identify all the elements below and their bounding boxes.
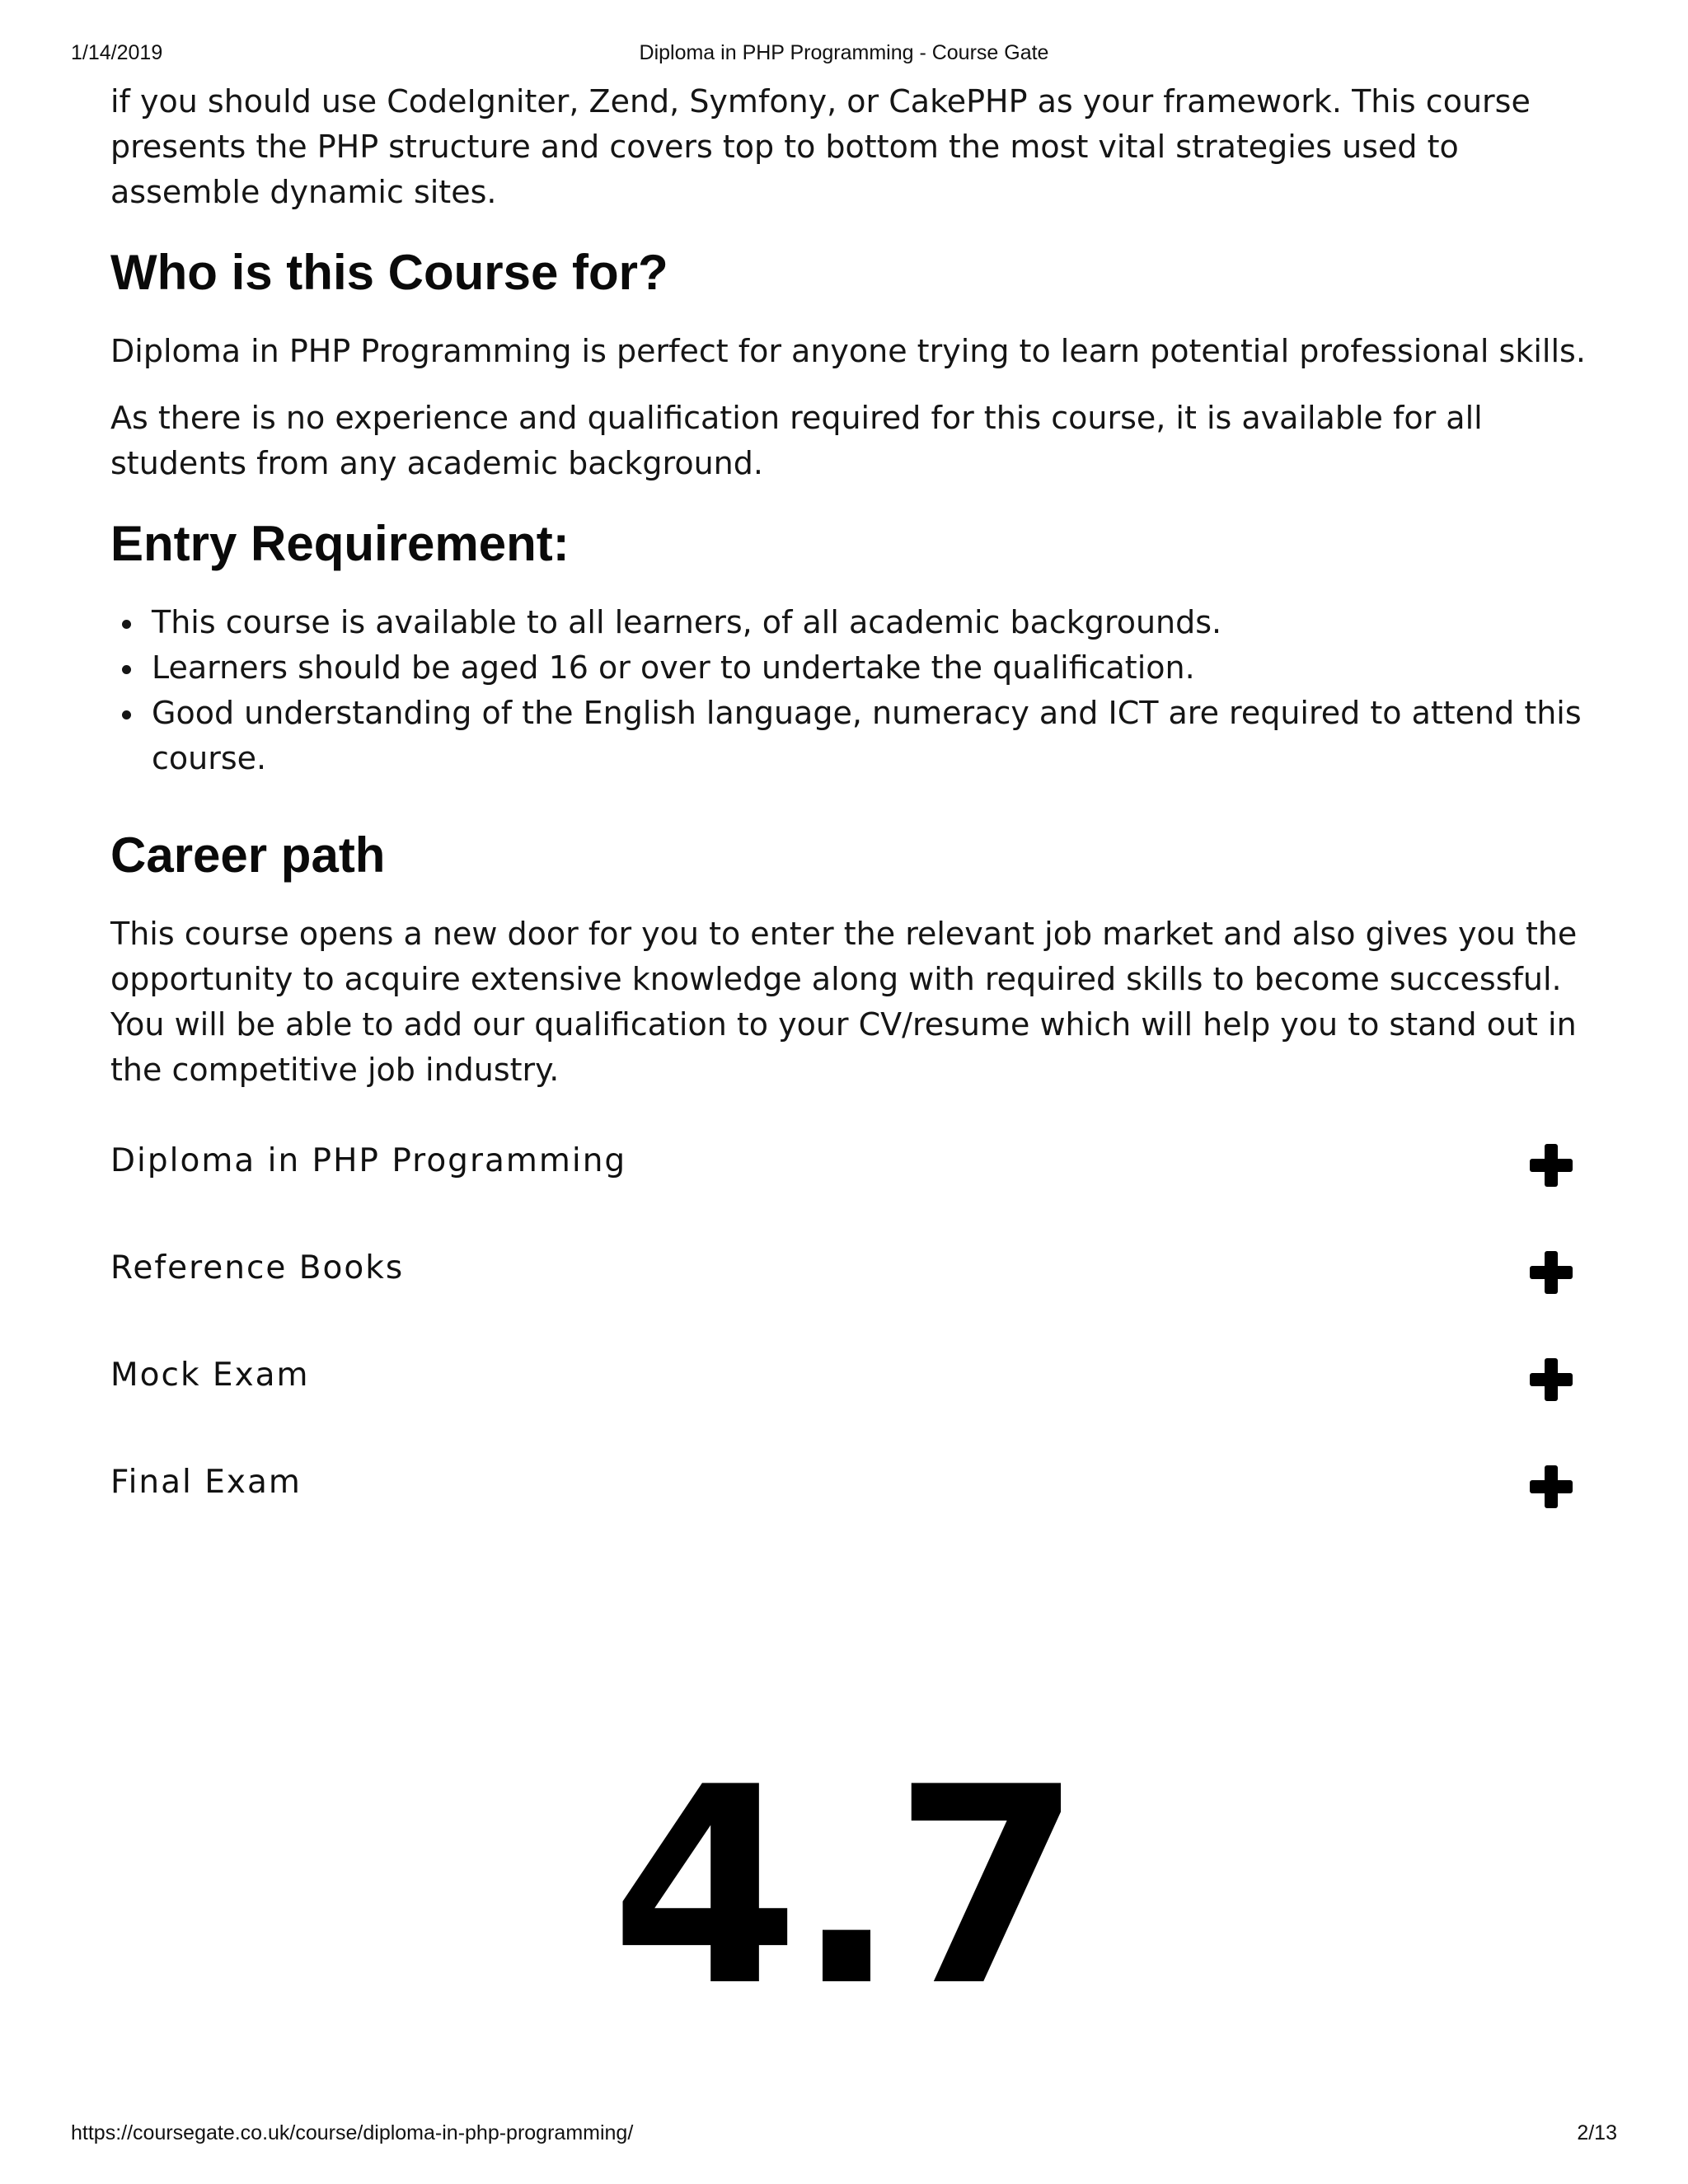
accordion-item-reference-books[interactable] <box>110 1230 1586 1337</box>
who-for-heading: Who is this Course for? <box>110 245 668 300</box>
print-page-title: Diploma in PHP Programming - Course Gate <box>639 41 1049 64</box>
list-item: Learners should be aged 16 or over to undertake the qualification. <box>152 645 1586 691</box>
entry-requirement-heading: Entry Requirement: <box>110 516 570 571</box>
who-for-paragraph-1: Diploma in PHP Programming is perfect for anyone trying to learn potential professional skills. <box>110 333 1586 369</box>
accordion-item-mock-exam[interactable] <box>110 1337 1586 1444</box>
print-header <box>0 41 1688 68</box>
accordion-item-final-exam[interactable] <box>110 1444 1586 1551</box>
print-url: https://coursegate.co.uk/course/diploma-in-php-programming/ <box>71 2121 634 2144</box>
print-page-number: 2/13 <box>1577 2121 1617 2144</box>
course-accordion <box>110 1122 1586 1551</box>
plus-icon[interactable] <box>1530 1465 1573 1508</box>
career-path-heading: Career path <box>110 827 386 883</box>
career-path-paragraph: This course opens a new door for you to enter the relevant job market and also gives you the opportunity to acquire extensive knowledge along with required skills to become successful. You will be able to add our qualification to your CV/resume which will help you to stand out in the competitive job industry. <box>110 916 1578 1088</box>
list-item: Good understanding of the English language, numeracy and ICT are required to attend this course. <box>152 691 1586 781</box>
plus-icon[interactable] <box>1530 1251 1573 1294</box>
accordion-item-label: Diploma in PHP Programming <box>110 1142 627 1179</box>
rating-score: 4.7 <box>610 1729 1078 2046</box>
plus-icon[interactable] <box>1530 1144 1573 1187</box>
plus-icon[interactable] <box>1530 1358 1573 1401</box>
who-for-paragraph-2: As there is no experience and qualification required for this course, it is available for all students from any academic background. <box>110 400 1483 481</box>
accordion-item-label: Mock Exam <box>110 1357 310 1394</box>
accordion-item-label: Final Exam <box>110 1464 302 1501</box>
main-content <box>110 79 1586 1551</box>
intro-paragraph: if you should use CodeIgniter, Zend, Symfony, or CakePHP as your framework. This course presents the PHP structure and covers top to bottom the most vital strategies used to assemble dynamic sites. <box>110 83 1531 210</box>
accordion-item-diploma[interactable] <box>110 1122 1586 1230</box>
print-date: 1/14/2019 <box>71 41 163 64</box>
print-footer <box>0 2121 1688 2148</box>
list-item: This course is available to all learners, of all academic backgrounds. <box>152 600 1586 645</box>
accordion-item-label: Reference Books <box>110 1249 405 1286</box>
entry-requirement-list <box>110 600 1586 781</box>
